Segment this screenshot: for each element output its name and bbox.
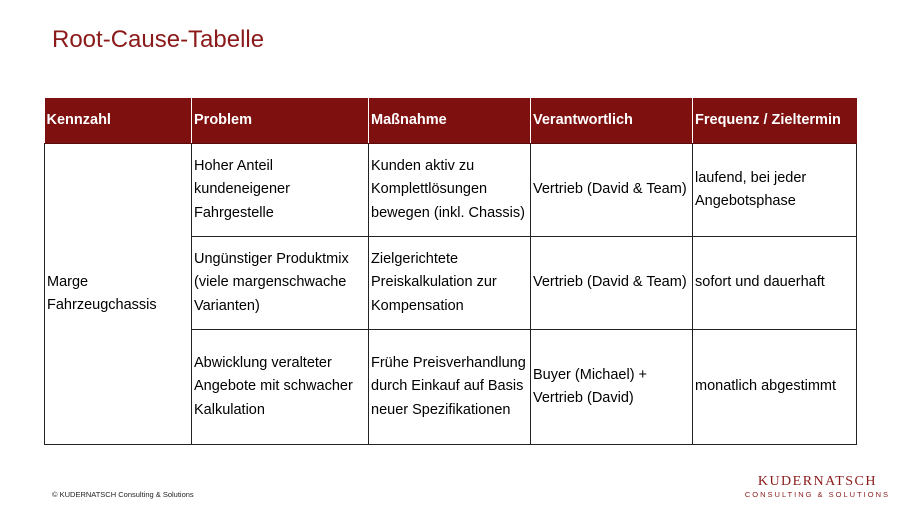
- cell-verantwortlich: Vertrieb (David & Team): [531, 144, 693, 237]
- header-verantwortlich: Verantwortlich: [531, 98, 693, 144]
- cell-problem: Ungünstiger Produktmix (viele margenschwache Varianten): [192, 237, 369, 330]
- cell-problem: Abwicklung veralteter Angebote mit schwacher Kalkulation: [192, 330, 369, 445]
- cell-massnahme: Kunden aktiv zu Komplettlösungen bewegen (inkl. Chassis): [369, 144, 531, 237]
- cell-frequenz: monatlich abgestimmt: [693, 330, 857, 445]
- cell-verantwortlich: Vertrieb (David & Team): [531, 237, 693, 330]
- logo-subtitle: CONSULTING & SOLUTIONS: [744, 490, 890, 499]
- table-header-row: [45, 98, 857, 144]
- cell-massnahme: Frühe Preisverhandlung durch Einkauf auf Basis neuer Spezifikationen: [369, 330, 531, 445]
- cell-frequenz: laufend, bei jeder Angebotsphase: [693, 144, 857, 237]
- cell-frequenz: sofort und dauerhaft: [693, 237, 857, 330]
- cell-massnahme: Zielgerichtete Preiskalkulation zur Kompensation: [369, 237, 531, 330]
- table-row: [45, 144, 857, 237]
- company-logo: [745, 474, 890, 500]
- cell-problem: Hoher Anteil kundeneigener Fahrgestelle: [192, 144, 369, 237]
- header-massnahme: Maßnahme: [369, 98, 531, 144]
- root-cause-table: [44, 98, 857, 445]
- logo-name: KUDERNATSCH: [757, 474, 878, 489]
- cell-kennzahl: Marge Fahrzeugchassis: [45, 144, 192, 445]
- cell-verantwortlich: Buyer (Michael) + Vertrieb (David): [531, 330, 693, 445]
- header-frequenz: Frequenz / Zieltermin: [693, 98, 857, 144]
- copyright-footer: © KUDERNATSCH Consulting & Solutions: [52, 490, 194, 499]
- header-problem: Problem: [192, 98, 369, 144]
- header-kennzahl: Kennzahl: [45, 98, 192, 144]
- slide-title: Root-Cause-Tabelle: [52, 26, 265, 53]
